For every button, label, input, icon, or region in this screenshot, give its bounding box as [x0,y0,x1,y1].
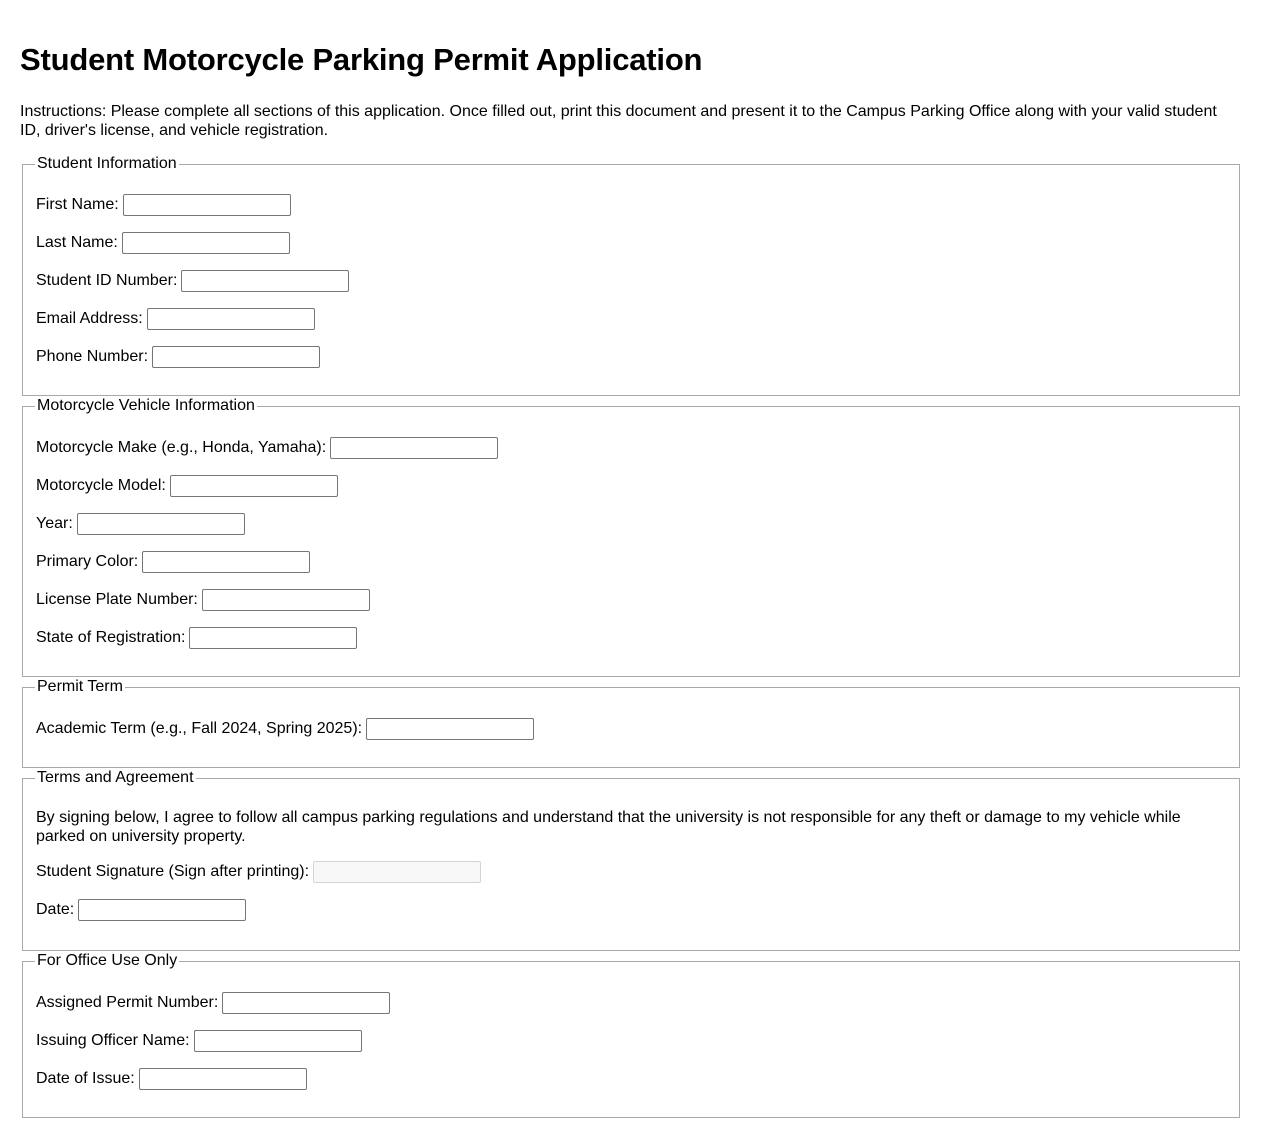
phone-input[interactable] [152,346,320,368]
state-label: State of Registration: [36,629,186,646]
model-input[interactable] [170,475,338,497]
terms-agreement-section [22,769,1240,951]
academic-term-label: Academic Term (e.g., Fall 2024, Spring 2025): [36,720,363,737]
student-id-row [36,262,1226,300]
plate-label: License Plate Number: [36,591,198,608]
phone-label: Phone Number: [36,348,149,365]
year-row [36,505,1226,543]
terms-agreement-legend: Terms and Agreement [37,769,194,786]
signature-input [313,861,481,883]
student-id-label: Student ID Number: [36,272,178,289]
instructions-text: Instructions: Please complete all sections of this application. Once filled out, print this document and present it to the Campus Parking Office along with your valid student ID, driver's license, and vehicle registration. [20,103,1217,139]
make-input[interactable] [330,437,498,459]
vehicle-information-section [22,397,1240,677]
first-name-label: First Name: [36,196,119,213]
first-name-row [36,186,1226,224]
terms-text: By signing below, I agree to follow all campus parking regulations and understand that the university is not responsible for any theft or damage to my vehicle while parked on university property. [36,809,1181,845]
last-name-label: Last Name: [36,234,118,251]
last-name-row [36,224,1226,262]
plate-input[interactable] [202,589,370,611]
officer-name-input[interactable] [194,1030,362,1052]
plate-row [36,581,1226,619]
make-row [36,429,1226,467]
color-input[interactable] [142,551,310,573]
state-input[interactable] [189,627,357,649]
first-name-input[interactable] [123,194,291,216]
permit-number-row [36,984,1226,1022]
student-information-legend: Student Information [37,155,177,172]
year-label: Year: [36,515,73,532]
office-use-section [22,952,1240,1118]
office-use-legend: For Office Use Only [37,952,178,969]
officer-name-row [36,1022,1226,1060]
color-row [36,543,1226,581]
model-label: Motorcycle Model: [36,477,166,494]
date-row [36,891,1226,929]
student-information-section [22,155,1240,396]
issue-date-label: Date of Issue: [36,1070,135,1087]
last-name-input[interactable] [122,232,290,254]
permit-number-input[interactable] [222,992,390,1014]
academic-term-row [36,710,1226,748]
state-row [36,619,1226,657]
signature-row [36,853,1226,891]
permit-term-section [22,678,1240,768]
permit-term-legend: Permit Term [37,678,123,695]
academic-term-input[interactable] [366,718,534,740]
phone-row [36,338,1226,376]
email-row [36,300,1226,338]
color-label: Primary Color: [36,553,139,570]
officer-name-label: Issuing Officer Name: [36,1032,190,1049]
signature-label: Student Signature (Sign after printing): [36,863,310,880]
permit-number-label: Assigned Permit Number: [36,994,219,1011]
email-label: Email Address: [36,310,143,327]
year-input[interactable] [77,513,245,535]
model-row [36,467,1226,505]
student-id-input[interactable] [181,270,349,292]
page-title: Student Motorcycle Parking Permit Application [20,42,703,77]
make-label: Motorcycle Make (e.g., Honda, Yamaha): [36,439,327,456]
issue-date-input[interactable] [139,1068,307,1090]
vehicle-information-legend: Motorcycle Vehicle Information [37,397,255,414]
email-input[interactable] [147,308,315,330]
date-label: Date: [36,901,75,918]
date-input[interactable] [78,899,246,921]
issue-date-row [36,1060,1226,1098]
